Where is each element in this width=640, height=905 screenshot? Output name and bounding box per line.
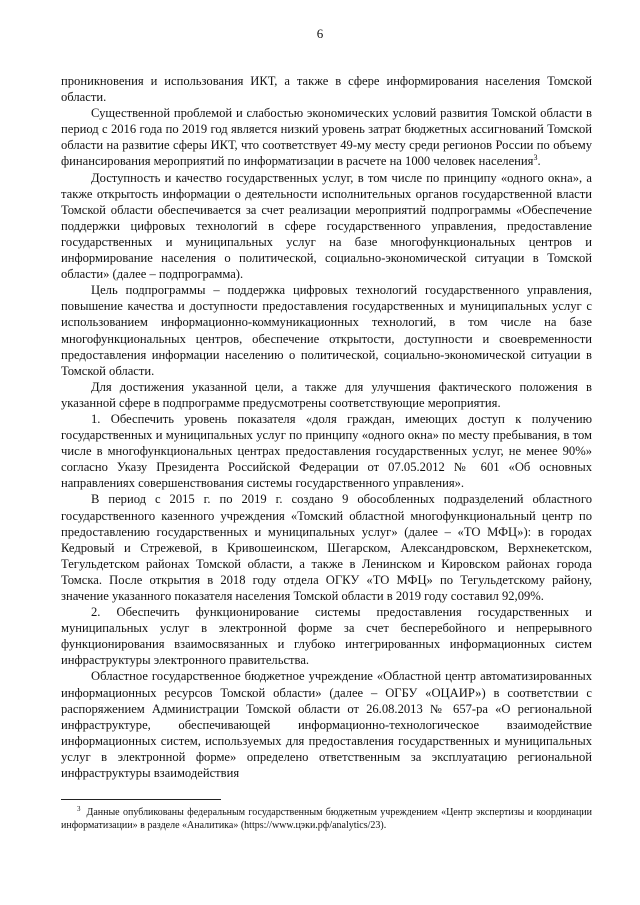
paragraph-6: 1. Обеспечить уровень показателя «доля граждан, имеющих доступ к получению государственных и муниципальных услуг по принципу «одного окна» по месту пребывания, в том числе в многофункциональных центрах предоставления государственных услуг, не менее 90%» согласно Указу Президента Российской Федерации от 07.05.2012 № 601 «Об основных направлениях совершенствования системы государственного управления». bbox=[61, 411, 592, 491]
paragraph-9: Областное государственное бюджетное учреждение «Областной центр автоматизированных информационных ресурсов Томской области» (далее – ОГБУ «ОЦАИР») в соответствии с распоряжением Администрации Томской области от 26.08.2013 № 657-ра «О региональной инфраструктуре, обеспечивающей информационно-технологическое взаимодействие информационных систем, используемых для предоставления государственных и муниципальных услуг в электронной форме» определено ответственным за эксплуатацию региональной инфраструктуры взаимодействия bbox=[61, 669, 592, 781]
paragraph-1: проникновения и использования ИКТ, а также в сфере информирования населения Томской области. bbox=[61, 74, 592, 105]
paragraph-3: Доступность и качество государственных услуг, в том числе по принципу «одного окна», а также открытость информации о деятельности исполнительных органов государственной власти Томской области обеспечивается за счет реализации мероприятий подпрограммы «Обеспечение поддержки цифровых технологий в сфере государственного управления, предоставление государственных и муниципальных услуг на базе многофункциональных центров и информирование населения о политической, социально-экономической ситуации в Томской области» (далее – подпрограмма). bbox=[61, 170, 592, 282]
page-number: 6 bbox=[316, 26, 324, 41]
paragraph-5: Для достижения указанной цели, а также для улучшения фактического положения в указанной сфере в подпрограмме предусмотрены соответствующие мероприятия. bbox=[61, 379, 592, 410]
paragraph-8: 2. Обеспечить функционирование системы предоставления государственных и муниципальных услуг в электронной форме за счет бесперебойного и непрерывного функционирования взаимосвязанных и глубоко интегрированных информационных систем инфраструктуры электронного правительства. bbox=[61, 605, 592, 668]
paragraph-2-text: Существенной проблемой и слабостью экономических условий развития Томской области в период с 2016 года по 2019 год является низкий уровень затрат бюджетных ассигнований Томской области на развитие сферы ИКТ, что соответствует 49-му месту среди регионов России по объему финансирования мероприятий по информатизации в расчете на 1000 человек населения bbox=[61, 106, 592, 169]
paragraph-7: В период с 2015 г. по 2019 г. создано 9 обособленных подразделений областного государственного казенного учреждения «Томский областной многофункциональный центр по предоставлению государственных и муниципальных услуг» (далее – «ТО МФЦ»): в городах Кедровый и Стрежевой, в Кривошеинском, Шегарском, Александровском, Верхнекетском, Тегульдетском районах Томской области, а также в Ленинском и Кировском районах города Томска. После открытия в 2018 году отдела ОГКУ «ТО МФЦ» по Тегульдетскому району, значение указанного показателя населения Томской области в 2019 году составил 92,09%. bbox=[61, 492, 592, 603]
footnote-separator bbox=[61, 799, 221, 800]
paragraph-2 bbox=[61, 105, 592, 169]
footnote-text: Данные опубликованы федеральным государственным бюджетным учреждением «Центр экспертизы и координации информатизации» в разделе «Аналитика» (https://www.цэки.рф/analytics/23). bbox=[61, 807, 592, 831]
document-body bbox=[61, 73, 592, 781]
footnote bbox=[61, 806, 592, 832]
paragraph-2-end: . bbox=[537, 154, 541, 169]
footnote-mark: 3 bbox=[77, 804, 81, 813]
footnote-reference: 3 bbox=[533, 153, 538, 163]
paragraph-4: Цель подпрограммы – поддержка цифровых технологий государственного управления, повышение качества и доступности предоставления государственных и муниципальных услуг с использованием информационно-коммуникационных технологий, в том числе на базе многофункциональных центров, обеспечение открытости, доступности и своевременности предоставления информации населению о политической, социально-экономической ситуации в Томской области. bbox=[61, 283, 592, 378]
